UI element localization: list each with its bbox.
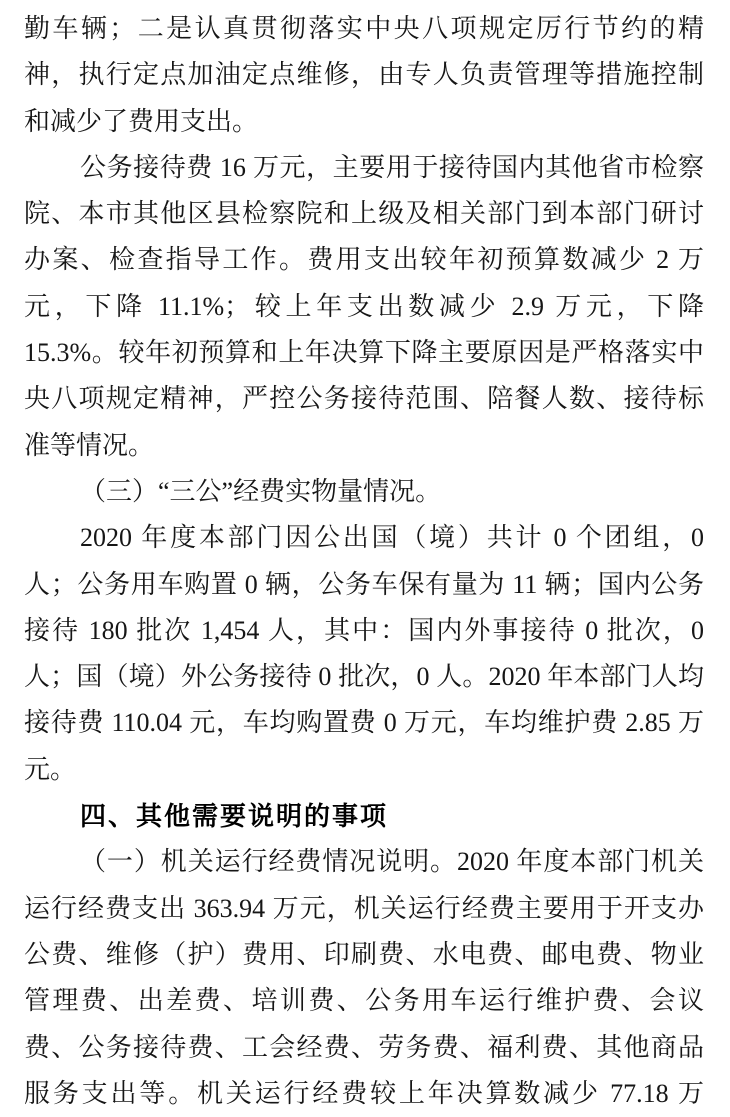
text-line: 公务接待费 16 万元，主要用于接待国内其他省市检察 [80, 152, 704, 182]
text-line: 服务支出等。机关运行经费较上年决算数减少 77.18 万 [24, 1078, 704, 1108]
text-line: 接待费 110.04 元，车均购置费 0 万元，车均维护费 2.85 万 [24, 708, 704, 738]
document-text-block [24, 6, 704, 1117]
text-line: （三）“三公”经费实物量情况。 [80, 476, 442, 506]
text-line: 元。 [24, 754, 77, 784]
text-line: 公费、维修（护）费用、印刷费、水电费、邮电费、物业 [24, 939, 704, 969]
text-line: 勤车辆；二是认真贯彻落实中央八项规定厉行节约的精 [24, 14, 704, 43]
text-line: 接待 180 批次 1,454 人，其中：国内外事接待 0 批次，0 [24, 615, 704, 645]
text-line: 和减少了费用支出。 [24, 106, 259, 136]
text-line: 办案、检查指导工作。费用支出较年初预算数减少 2 万 [24, 245, 704, 275]
text-line: 费、公务接待费、工会经费、劳务费、福利费、其他商品 [24, 1032, 704, 1062]
text-line: 央八项规定精神，严控公务接待范围、陪餐人数、接待标 [24, 384, 704, 414]
text-line: 运行经费支出 363.94 万元，机关运行经费主要用于开支办 [24, 893, 704, 923]
text-line: 15.3%。较年初预算和上年决算下降主要原因是严格落实中 [24, 338, 704, 368]
text-line: 人；公务用车购置 0 辆，公务车保有量为 11 辆；国内公务 [24, 569, 704, 599]
text-line: 人；国（境）外公务接待 0 批次，0 人。2020 年本部门人均 [24, 662, 704, 692]
text-line: 准等情况。 [24, 430, 155, 460]
text-line: 管理费、出差费、培训费、公务用车运行维护费、会议 [24, 986, 704, 1016]
text-line: 元，下降 11.1%；较上年支出数减少 2.9 万元，下降 [24, 291, 704, 321]
text-line: 神，执行定点加油定点维修，由专人负责管理等措施控制 [24, 60, 704, 90]
text-line: 院、本市其他区县检察院和上级及相关部门到本部门研讨 [24, 199, 704, 229]
text-line: （一）机关运行经费情况说明。2020 年度本部门机关 [80, 847, 704, 877]
section-heading: 四、其他需要说明的事项 [80, 801, 389, 832]
text-line: 2020 年度本部门因公出国（境）共计 0 个团组，0 [80, 523, 704, 553]
